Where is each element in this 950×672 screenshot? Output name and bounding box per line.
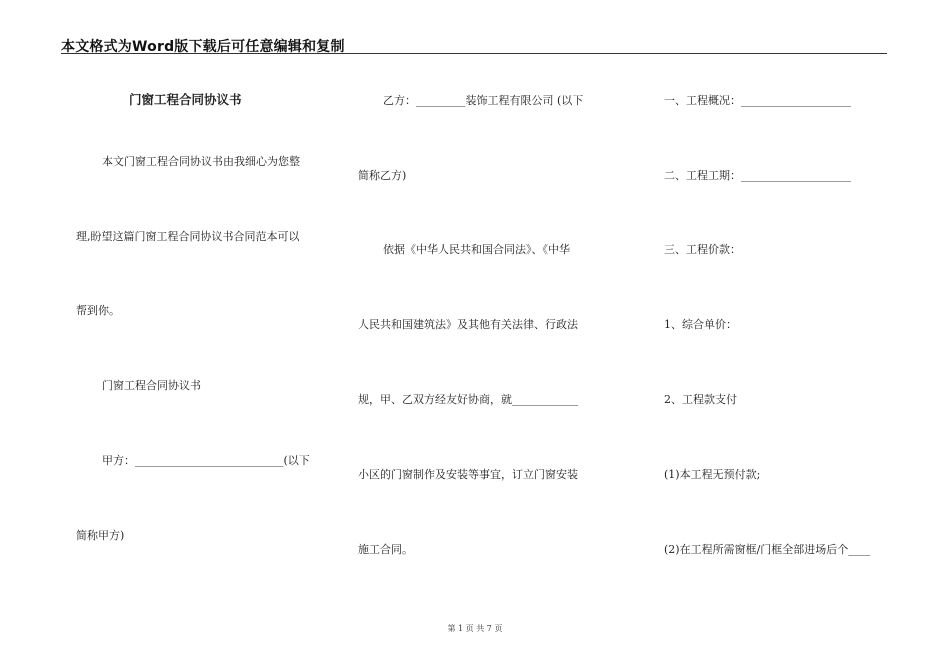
document-header-title: 本文格式为Word版下载后可任意编辑和复制 bbox=[61, 39, 345, 55]
column2-line-7: 施工合同。 bbox=[358, 543, 413, 556]
column3-line-5: 2、工程款支付 bbox=[664, 393, 737, 406]
column1-line-1: 本文门窗工程合同协议书由我细心为您整 bbox=[102, 155, 300, 168]
page-number: 第 1 页 共 7 页 bbox=[447, 624, 503, 633]
column1-line-5: 甲方：___________________________(以下 bbox=[102, 454, 310, 467]
header-divider bbox=[61, 53, 887, 54]
column3-line-6: (1)本工程无预付款; bbox=[664, 468, 761, 481]
column2-line-6: 小区的门窗制作及安装等事宜，订立门窗安装 bbox=[358, 468, 578, 481]
column3-line-3: 三、工程价款： bbox=[664, 243, 741, 256]
column3-line-2: 二、工程工期：____________________ bbox=[664, 169, 851, 182]
column3-line-7: (2)在工程所需窗框/门框全部进场后个____ bbox=[664, 543, 871, 556]
column2-line-5: 规，甲、乙双方经友好协商，就____________ bbox=[358, 393, 578, 406]
column1-line-2: 理,盼望这篇门窗工程合同协议书合同范本可以 bbox=[76, 230, 300, 243]
column1-line-3: 帮到你。 bbox=[76, 304, 120, 317]
column2-line-1: 乙方：_________装饰工程有限公司 (以下 bbox=[383, 94, 584, 107]
column2-line-3: 依据《中华人民共和国合同法》、《中华 bbox=[383, 243, 570, 256]
column1-line-4: 门窗工程合同协议书 bbox=[102, 379, 201, 392]
contract-title: 门窗工程合同协议书 bbox=[129, 92, 242, 107]
column3-line-4: 1、综合单价： bbox=[664, 318, 737, 331]
column2-line-2: 简称乙方) bbox=[358, 169, 407, 182]
column2-line-4: 人民共和国建筑法》及其他有关法律、行政法 bbox=[358, 318, 578, 331]
column1-line-6: 简称甲方) bbox=[76, 529, 125, 542]
column3-line-1: 一、工程概况：____________________ bbox=[664, 94, 851, 107]
